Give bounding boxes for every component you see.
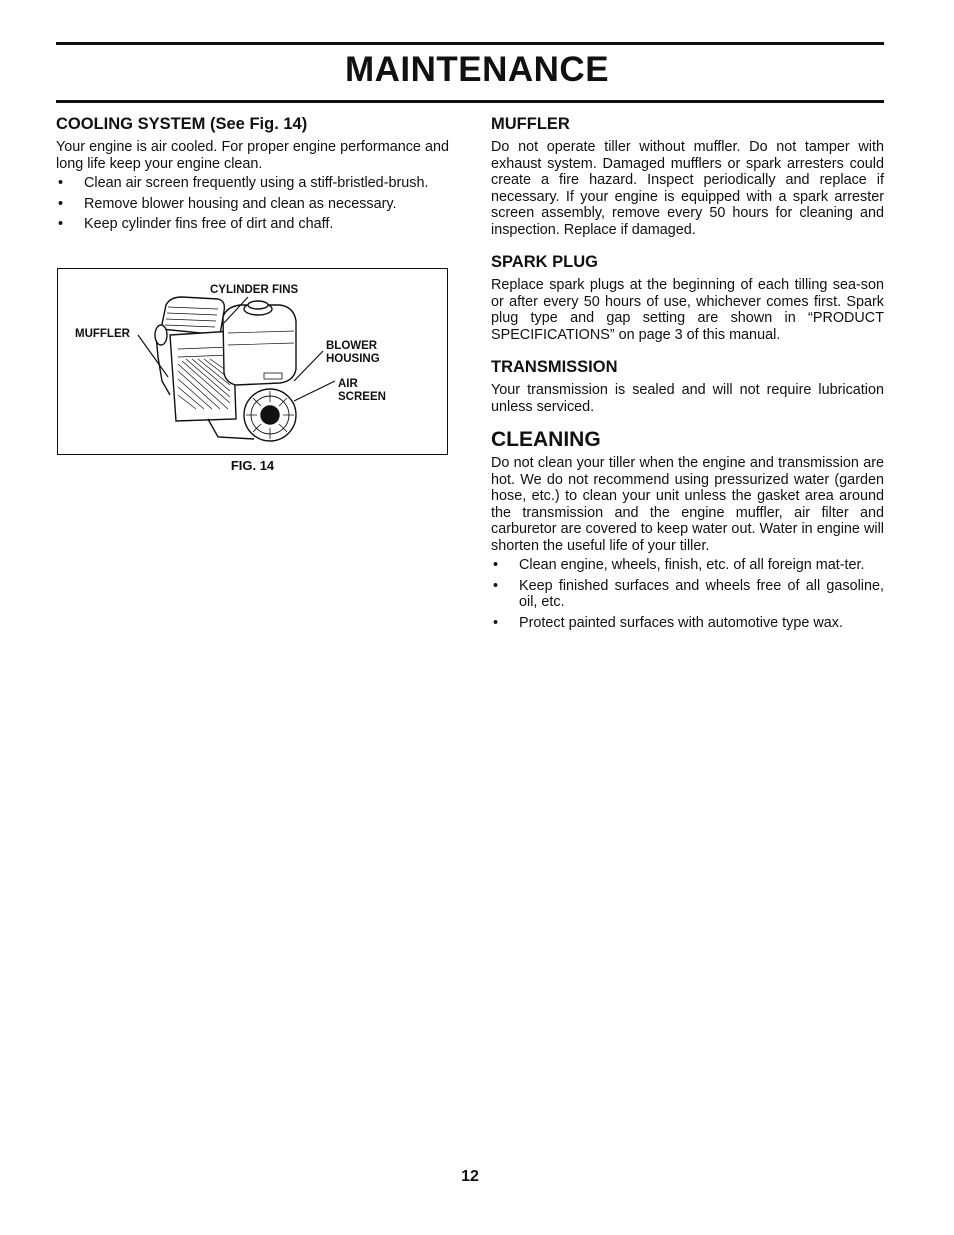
spark-plug-text: Replace spark plugs at the beginning of each tilling sea-son or after every 50 hours of use, whichever comes first. Spark plug type and gap setting are shown in “PRODUCT SPECIFICATIONS” on page 3 of this manual. [491,277,884,343]
engine-illustration [58,269,446,453]
cleaning-bullets [491,557,884,631]
engine-figure [57,268,448,455]
label-cylinder-fins: CYLINDER FINS [210,284,299,296]
title-underline [56,100,884,103]
label-muffler: MUFFLER [75,328,130,340]
page-title: MAINTENANCE [344,50,610,89]
list-item: • Keep cylinder fins free of dirt and chaff. [58,216,334,232]
list-item: • Protect painted surfaces with automotive type wax. [493,614,843,631]
page-number: 12 [461,1168,479,1185]
figure-caption: FIG. 14 [230,458,275,473]
muffler-text: Do not operate tiller without muffler. Do not tamper with exhaust system. Damaged mufflers or spark arresters could create a fire hazard. Inspect periodically and replace if necessary. If your engine is equipped with a spark arrester screen assembly, remove every 50 hours for cleaning and inspection. Replace if damaged. [491,139,884,238]
cooling-section [56,114,449,233]
transmission-heading: TRANSMISSION [491,358,618,376]
cleaning-section [491,427,884,631]
spark-plug-heading: SPARK PLUG [491,253,598,271]
cooling-text: Your engine is air cooled. For proper engine performance and long life keep your engine clean. [56,139,449,172]
label-blower-housing: BLOWER HOUSING [326,340,380,365]
left-column [56,114,449,245]
top-rule [56,42,884,45]
cleaning-text: Do not clean your tiller when the engine and transmission are hot. We do not recommend using pressurized water (garden hose, etc.) to clean your unit unless the gasket area around the transmission and the engine muffler, air filter and carburetor are covered to keep water out. Water in engine will shorten the useful life of your tiller. [491,455,884,554]
muffler-heading: MUFFLER [491,115,570,133]
label-air-screen: AIR SCREEN [338,378,386,403]
right-column [491,114,884,643]
list-item: • Clean air screen frequently using a stiff-bristled-brush. [58,175,429,191]
list-item: • Remove blower housing and clean as necessary. [58,195,397,212]
spark-plug-section [491,252,884,343]
cleaning-heading: CLEANING [491,428,601,451]
cooling-heading: COOLING SYSTEM (See Fig. 14) [56,115,308,133]
list-item: • Keep finished surfaces and wheels free of all gasoline, oil, etc. [493,577,884,610]
muffler-section [491,114,884,238]
transmission-text: Your transmission is sealed and will not require lubrication unless serviced. [491,382,884,415]
list-item: • Clean engine, wheels, finish, etc. of all foreign mat-ter. [493,557,865,573]
cooling-bullets [56,175,449,233]
transmission-section [491,357,884,415]
